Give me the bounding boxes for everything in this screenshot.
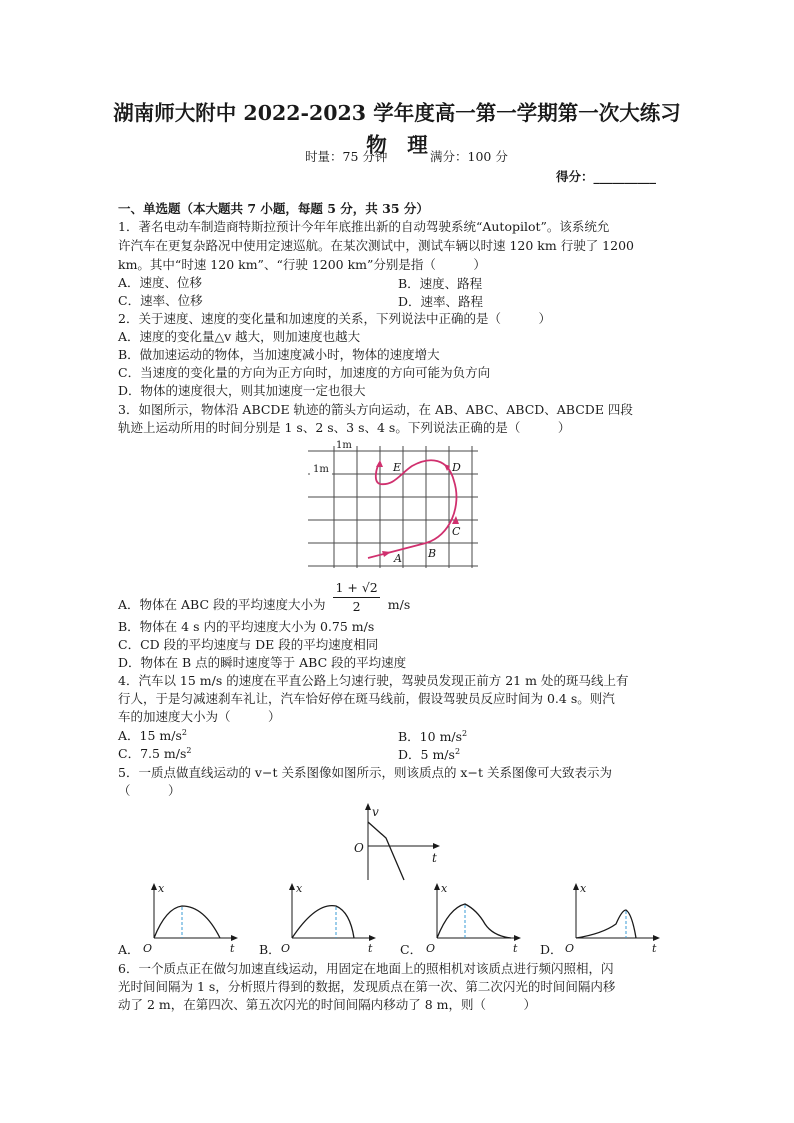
- q3-trajectory-figure: [300, 436, 490, 568]
- xt-curve: [154, 906, 220, 938]
- fraction-denominator: 2: [352, 599, 361, 614]
- q3-option-c: C．CD 段的平均速度与 DE 段的平均速度相同: [118, 637, 379, 652]
- subject-title: 物 理: [366, 133, 428, 157]
- q1-option-d: D．速率、路程: [398, 294, 484, 309]
- q4-option-a: A．15 $m/s^2$: [118, 727, 187, 743]
- q1-line-2: 许汽车在更复杂路况中使用定速巡航。在某次测试中，测试车辆以时速 120 km 行驶了 1200: [118, 238, 634, 253]
- svg-text:O: O: [565, 942, 575, 955]
- q4-line-1: 4．汽车以 15 m/s 的速度在平直公路上匀速行驶，驾驶员发现正前方 21 m 处的斑马线上有: [118, 673, 629, 688]
- vt-origin-label: O: [354, 841, 364, 855]
- q5-option-b-label: B．: [259, 942, 281, 957]
- q2-stem: 2．关于速度、速度的变化量和加速度的关系，下列说法中正确的是（ ）: [118, 311, 551, 326]
- vt-line: [368, 822, 404, 880]
- q5-line-2: （ ）: [118, 783, 181, 798]
- q5-option-a-graph: [140, 880, 240, 956]
- svg-text:x: x: [158, 882, 165, 895]
- svg-text:t: t: [230, 942, 235, 955]
- svg-text:t: t: [513, 942, 518, 955]
- svg-text:O: O: [143, 942, 153, 955]
- point-c-label: C: [452, 525, 461, 538]
- score-field: 得分：__________: [556, 169, 657, 184]
- trajectory-arrows: [376, 460, 459, 557]
- svg-text:x: x: [580, 882, 587, 895]
- q1-line-3: km。其中“时速 120 km”、“行驶 1200 km”分别是指（ ）: [118, 257, 486, 272]
- point-d-label: D: [452, 461, 461, 474]
- q5-option-c-graph: [423, 880, 523, 956]
- svg-text:x: x: [296, 882, 303, 895]
- q3-line-1: 3．如图所示，物体沿 ABCDE 轨迹的箭头方向运动，在 AB、ABC、ABCD、ABCDE 四段: [118, 402, 633, 417]
- scale-label-top: 1m: [336, 440, 352, 451]
- svg-text:t: t: [652, 942, 657, 955]
- section-heading: 一、单选题（本大题共 7 小题，每题 5 分，共 35 分）: [118, 201, 429, 216]
- time-limit: 时量：75 分钟: [305, 149, 388, 164]
- xt-curve: [576, 910, 636, 938]
- svg-text:O: O: [281, 942, 291, 955]
- q5-option-c-label: C．: [400, 942, 423, 957]
- q2-option-b: B．做加速运动的物体，当加速度减小时，物体的速度增大: [118, 347, 440, 362]
- xt-curve: [292, 906, 354, 938]
- scale-label-left: 1m: [313, 464, 329, 475]
- svg-text:t: t: [368, 942, 373, 955]
- q3-option-a-prefix: A．物体在 ABC 段的平均速度大小为: [118, 597, 326, 612]
- q4-line-3: 车的加速度大小为（ ）: [118, 709, 281, 724]
- q2-option-d: D．物体的速度很大，则其加速度一定也很大: [118, 383, 366, 398]
- svg-text:x: x: [441, 882, 448, 895]
- svg-text:O: O: [426, 942, 436, 955]
- q1-option-c: C．速率、位移: [118, 293, 203, 308]
- point-a-label: A: [394, 552, 402, 565]
- q3-option-d: D．物体在 B 点的瞬时速度等于 ABC 段的平均速度: [118, 655, 407, 670]
- point-e-label: E: [393, 461, 402, 474]
- q5-option-d-label: D．: [540, 942, 563, 957]
- q2-option-a: A．速度的变化量△v 越大，则加速度也越大: [118, 329, 361, 344]
- fraction-numerator: 1 + √2: [333, 579, 379, 598]
- q4-option-c: C．7.5 $m/s^2$: [118, 745, 192, 761]
- q3-line-2: 轨迹上运动所用的时间分别是 1 s、2 s、3 s、4 s。下列说法正确的是（ ）: [118, 420, 571, 435]
- q5-option-a-label: A．: [118, 942, 140, 957]
- q6-line-1: 6．一个质点正在做匀加速直线运动，用固定在地面上的照相机对该质点进行频闪照相，闪: [118, 961, 614, 976]
- q5-option-b-graph: [278, 880, 378, 956]
- q1-option-b: B．速度、路程: [398, 276, 483, 291]
- q1-line-1: 1．著名电动车制造商特斯拉预计今年年底推出新的自动驾驶系统“Autopilot”。该系统允: [118, 219, 610, 234]
- point-b-label: B: [428, 547, 437, 560]
- vt-v-label: v: [372, 805, 379, 819]
- exam-title: 湖南师大附中 2022-2023 学年度高一第一学期第一次大练习: [113, 101, 681, 125]
- q4-option-b: B．10 $m/s^2$: [398, 728, 468, 744]
- fraction: [333, 579, 379, 616]
- q6-line-2: 光时间间隔为 1 s，分析照片得到的数据，发现质点在第一次、第二次闪光的时间间隔内移: [118, 979, 616, 994]
- q3-option-b: B．物体在 4 s 内的平均速度大小为 0.75 m/s: [118, 619, 375, 634]
- q2-option-c: C．当速度的变化量的方向为正方向时，加速度的方向可能为负方向: [118, 365, 491, 380]
- q5-line-1: 5．一质点做直线运动的 v−t 关系图像如图所示，则该质点的 x−t 关系图像可大致表示为: [118, 765, 612, 780]
- vt-t-arrow: [433, 843, 440, 849]
- vt-v-arrow: [365, 803, 371, 810]
- q6-line-3: 动了 2 m，在第四次、第五次闪光的时间间隔内移动了 8 m，则（ ）: [118, 997, 537, 1012]
- q5-option-d-graph: [562, 880, 662, 956]
- xt-curve: [437, 904, 511, 938]
- q4-line-2: 行人，于是匀减速刹车礼让，汽车恰好停在斑马线前，假设驾驶员反应时间为 0.4 s。则汽: [118, 691, 615, 706]
- vt-graph: [348, 800, 448, 882]
- q3-option-a-unit: m/s: [387, 597, 411, 612]
- q4-option-d: D．5 $m/s^2$: [398, 746, 461, 762]
- full-score: 满分：100 分: [430, 149, 508, 164]
- vt-t-label: t: [432, 851, 437, 865]
- q1-option-a: A．速度、位移: [118, 275, 203, 290]
